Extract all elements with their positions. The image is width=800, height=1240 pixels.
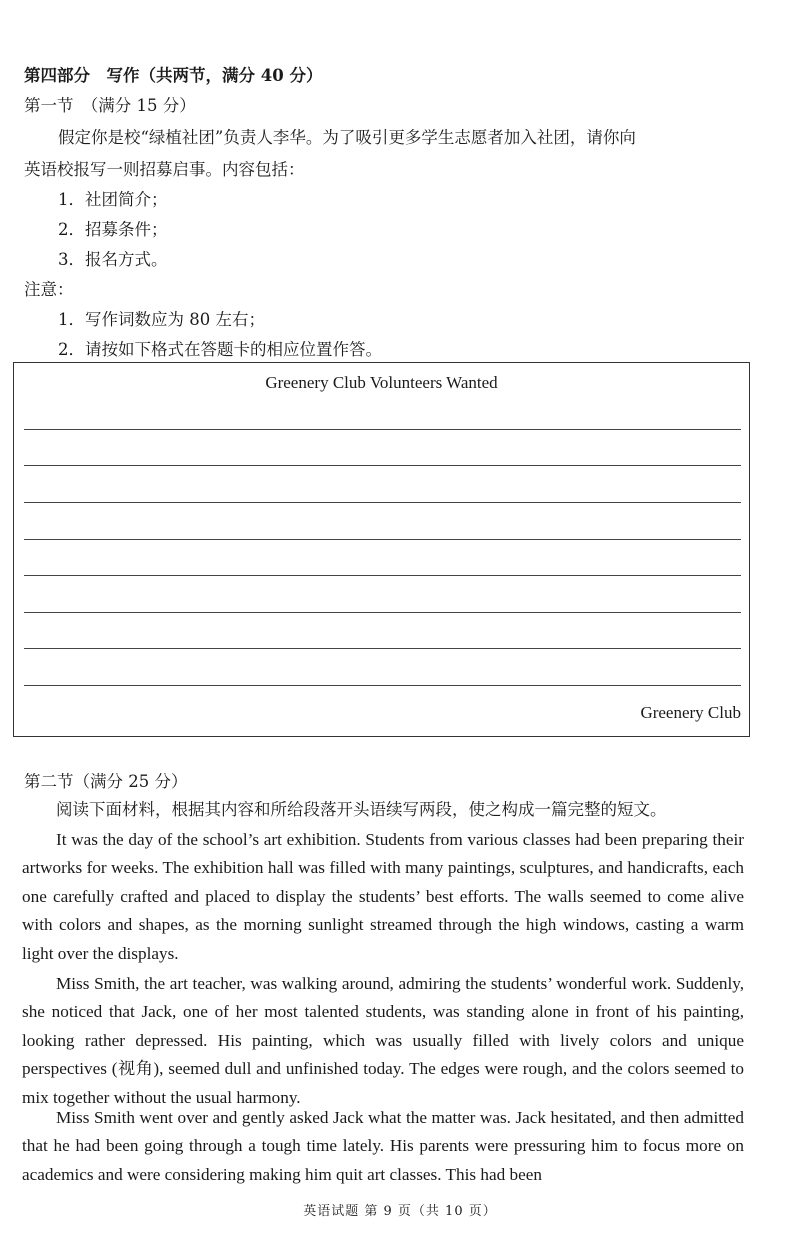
writing-line (24, 648, 741, 649)
writing-line (24, 502, 741, 503)
story-paragraph: Miss Smith went over and gently asked Jack what the matter was. Jack hesitated, and then admitted that he had been going through a tough time lately. His parents were pressuring him to focus more on academics and were considering making him quit art classes. This had been (22, 1108, 744, 1184)
writing-line (24, 612, 741, 613)
page-footer: 英语试题 第 9 页（共 10 页） (303, 1204, 497, 1219)
content-item: 2．招募条件； (58, 220, 168, 239)
writing-line (24, 685, 741, 686)
section1-intro-line1: 假定你是校“绿植社团”负责人李华。为了吸引更多学生志愿者加入社团，请你向 (58, 128, 636, 147)
section2-instruction: 阅读下面材料，根据其内容和所给段落开头语续写两段，使之构成一篇完整的短文。 (56, 800, 667, 819)
part-heading: 第四部分 写作（共两节，满分 40 分） (24, 66, 323, 85)
answer-format-box (13, 362, 750, 737)
notice-title: Greenery Club Volunteers Wanted (265, 373, 498, 392)
story-paragraph: Miss Smith, the art teacher, was walking around, admiring the students’ wonderful work. Suddenly, she noticed that Jack, one of her most talented students, was standing alone in front of his painting, looking rather depressed. His painting, which was usually filled with lively colors and unique perspectives (视角), seemed dull and unfinished today. The edges were rough, and the colors seemed to mix together without the usual harmony. (22, 974, 744, 1107)
section1-heading: 第一节 （满分 15 分） (24, 96, 196, 115)
writing-line (24, 465, 741, 466)
story-paragraph: It was the day of the school’s art exhibition. Students from various classes had been preparing their artworks for weeks. The exhibition hall was filled with many paintings, sculptures, and handicrafts, each one carefully crafted and placed to display the students’ best efforts. The walls seemed to come alive with colors and shapes, as the morning sunlight streamed through the high windows, casting a warm light over the displays. (22, 830, 744, 963)
content-item: 1．社团简介； (58, 190, 168, 209)
notice-signature: Greenery Club (640, 703, 741, 722)
writing-line (24, 429, 741, 430)
notes-label: 注意： (24, 280, 74, 299)
content-item: 3．报名方式。 (58, 250, 168, 269)
section1-intro-line2: 英语校报写一则招募启事。内容包括： (24, 160, 305, 179)
section2-heading: 第二节（满分 25 分） (24, 772, 188, 791)
note-item: 2．请按如下格式在答题卡的相应位置作答。 (58, 340, 382, 359)
writing-line (24, 575, 741, 576)
writing-line (24, 539, 741, 540)
note-item: 1．写作词数应为 80 左右； (58, 310, 265, 329)
